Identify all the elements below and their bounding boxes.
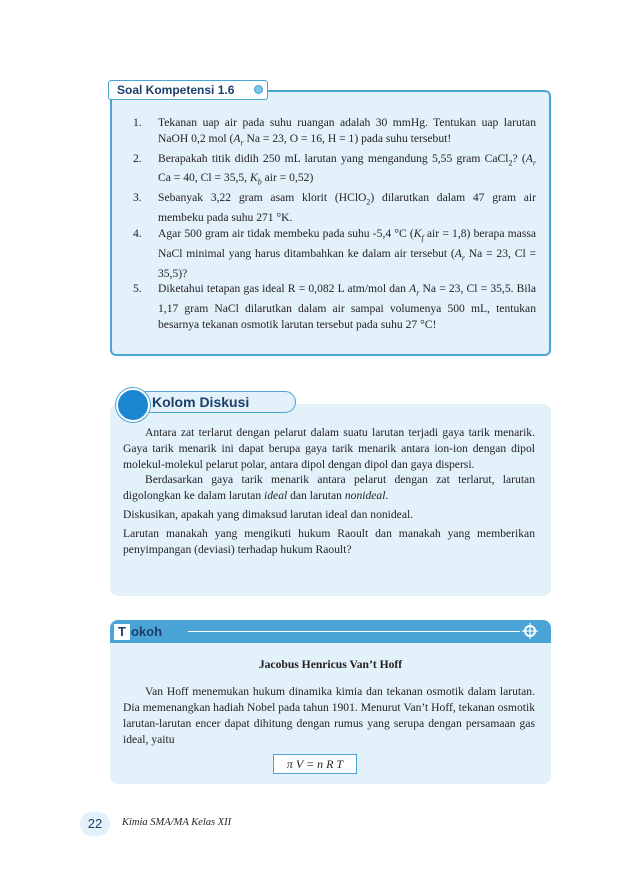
soal-item (124, 226, 536, 281)
soal-item-number: 1. (133, 116, 142, 129)
soal-list (124, 115, 536, 332)
soal-item-number: 3. (133, 191, 142, 205)
soal-kompetensi-tab (108, 80, 268, 100)
soal-item-text: Agar 500 gram air tidak membeku pada suhu -5,4 °C ($K_f$ air = 1,8) berapa massa NaCl minimal yang harus ditambahkan ke dalam air tersebut ($A_r$ Na = 23, Cl = 35,5)? (158, 226, 536, 280)
soal-item-number: 4. (133, 226, 142, 240)
soal-item (124, 281, 536, 332)
diskusi-paragraph-2: Berdasarkan gaya tarik menarik antara pelarut dengan zat terlarut, larutan digolongkan ke dalam larutan ideal dan larutan nonideal. (123, 473, 535, 503)
soal-item (124, 190, 536, 226)
soal-kompetensi-title: Soal Kompetensi 1.6 (117, 83, 235, 97)
kolom-diskusi-body (123, 425, 535, 557)
soal-item-text: Sebanyak 3,22 gram asam klorit (HClO$_2$) dilarutkan dalam 47 gram air membeku pada suhu 271 °K. (158, 191, 536, 225)
tokoh-initial: T (114, 624, 130, 640)
soal-item-number: 2. (133, 151, 142, 165)
book-title: Kimia SMA/MA Kelas XII (122, 817, 232, 828)
diskusi-paragraph-1: Antara zat terlarut dengan pelarut dalam suatu larutan terjadi gaya tarik menarik. Gaya tarik menarik ini dapat berupa gaya tarik menarik antara ion-ion dengan dipol molekul-molekul pelarut polar, antara dipol dengan dipol dan gaya dispersi. (123, 426, 535, 471)
diskusi-paragraph-3: Diskusikan, apakah yang dimaksud larutan ideal dan nonideal. (123, 507, 414, 521)
bullet-dot-icon (254, 85, 263, 94)
soal-item (124, 151, 536, 191)
kolom-diskusi-title: Kolom Diskusi (152, 394, 250, 410)
diskusi-paragraph-4: Larutan manakah yang mengikuti hukum Raoult dan manakah yang memberikan penyimpangan (deviasi) terhadap hukum Raoult? (123, 526, 535, 556)
tokoh-name: Jacobus Henricus Van’t Hoff (258, 658, 403, 671)
tokoh-label: okoh (131, 624, 163, 639)
circle-icon (116, 388, 150, 422)
soal-item-text: Berapakah titik didih 250 mL larutan yang mengandung 5,55 gram CaCl$_2$? ($A_r$ Ca = 40, Cl = 35,5, $K_b$ air = 0,52) (158, 151, 537, 187)
soal-item-text: Diketahui tetapan gas ideal R = 0,082 L atm/mol dan $A_r$ Na = 23, Cl = 35,5. Bila 1,17 gram NaCl dilarutkan dalam air sampai volumenya 500 mL, tentukan besarnya tekanan osmotik larutan tersebut pada suhu 27 °C! (158, 282, 537, 331)
crosshair-icon (522, 623, 538, 639)
tokoh-body (123, 684, 535, 748)
tokoh-header (110, 620, 551, 644)
page-number: 22 (80, 812, 110, 836)
header-rule (188, 631, 520, 632)
tokoh-paragraph: Van Hoff menemukan hukum dinamika kimia dan tekanan osmotik dalam larutan. Dia memenangkan hadiah Nobel pada tahun 1901. Menurut Van’t Hoff, tekanan osmotik larutan-larutan encer dapat dihitung dengan rumus yang serupa dengan persamaan gas ideal, yaitu (123, 685, 535, 746)
formula-box: π V = n R T (273, 754, 357, 774)
soal-item (124, 115, 536, 151)
soal-item-number: 5. (133, 282, 142, 296)
soal-item-text: Tekanan uap air pada suhu ruangan adalah 30 mmHg. Tentukan uap larutan NaOH 0,2 mol ($A_r$ Na = 23, O = 16, H = 1) pada suhu tersebut! (158, 116, 536, 147)
